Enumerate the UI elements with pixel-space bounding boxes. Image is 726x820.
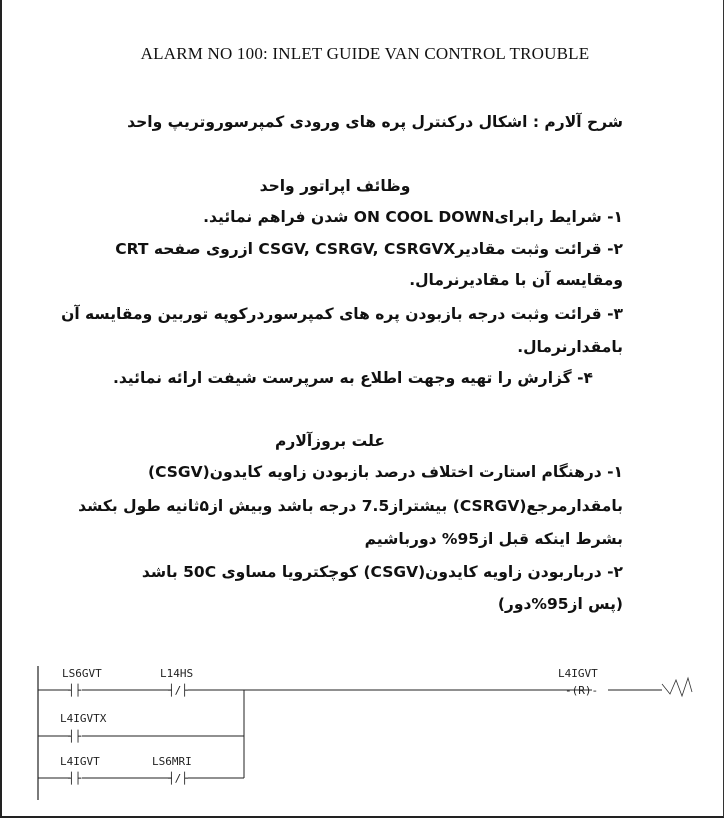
- duty-line-3: ومقایسه آن با مقادیرنرمال.: [409, 271, 623, 289]
- page-title: ALARM NO 100: INLET GUIDE VAN CONTROL TROUBLE: [140, 44, 590, 63]
- cause-line-3: بشرط اینکه قبل از95% دورباشیم: [364, 530, 623, 548]
- duty-line-1: ۱- شرایط رابرایON COOL DOWN شدن فراهم نمائید.: [203, 208, 623, 226]
- contact-ls6mri: [152, 755, 192, 785]
- coil-label: L4IGVT: [558, 667, 598, 680]
- cause-line-4: ۲- درباربودن زاویه کایدون(CSGV) کوچکترویا مساوی 50C باشد: [141, 563, 623, 581]
- ladder-diagram: [2, 650, 726, 820]
- contact-symbol: ┤/├: [168, 772, 188, 785]
- alarm-description: شرح آلارم : اشکال درکنترل پره های ورودی کمپرسوروتریپ واحد: [127, 113, 623, 131]
- contact-label: L14HS: [160, 667, 194, 680]
- operator-duties-heading: وظائف اپراتور واحد: [259, 177, 411, 195]
- contact-label: LS6GVT: [62, 667, 102, 680]
- cause-line-1: ۱- درهنگام استارت اختلاف درصد بازبودن زاویه کایدون(CSGV): [148, 463, 623, 481]
- contact-l4igvtx: [60, 712, 107, 743]
- coil-symbol: -(R)-: [565, 684, 599, 697]
- contact-label: L4IGVTX: [60, 712, 107, 725]
- duty-line-2: ۲- قرائت وثبت مقادیرCSGV, CSRGV, CSRGVX ازروی صفحه CRT: [115, 240, 623, 258]
- coil-l4igvt: [558, 667, 598, 697]
- alarm-causes-heading: علت بروزآلارم: [275, 432, 385, 450]
- contact-symbol: ┤/├: [168, 684, 188, 697]
- cause-line-2: بامقدارمرجع(CSRGV) بیشتراز7.5 درجه باشد وبیش از۵ثانیه طول بکشد: [78, 497, 623, 515]
- contact-ls6gvt: [62, 667, 102, 697]
- duty-line-4: ۳- قرائت وثبت درجه بازبودن پره های کمپرسوردرکوپه توربین ومقایسه آن: [61, 305, 623, 323]
- contact-symbol: ┤├: [68, 772, 82, 785]
- duty-line-5: بامقدارنرمال.: [517, 338, 623, 356]
- contact-symbol: ┤├: [68, 684, 82, 697]
- contact-label: L4IGVT: [60, 755, 100, 768]
- duty-line-6: ۴- گزارش را تهیه وجهت اطلاع به سرپرست شیفت ارائه نمائید.: [112, 369, 593, 387]
- cause-line-5: (پس از95%دور): [497, 595, 623, 613]
- contact-l14hs: [160, 667, 193, 697]
- contact-l4igvt: [60, 755, 100, 785]
- contact-symbol: ┤├: [68, 730, 82, 743]
- contact-label: LS6MRI: [152, 755, 192, 768]
